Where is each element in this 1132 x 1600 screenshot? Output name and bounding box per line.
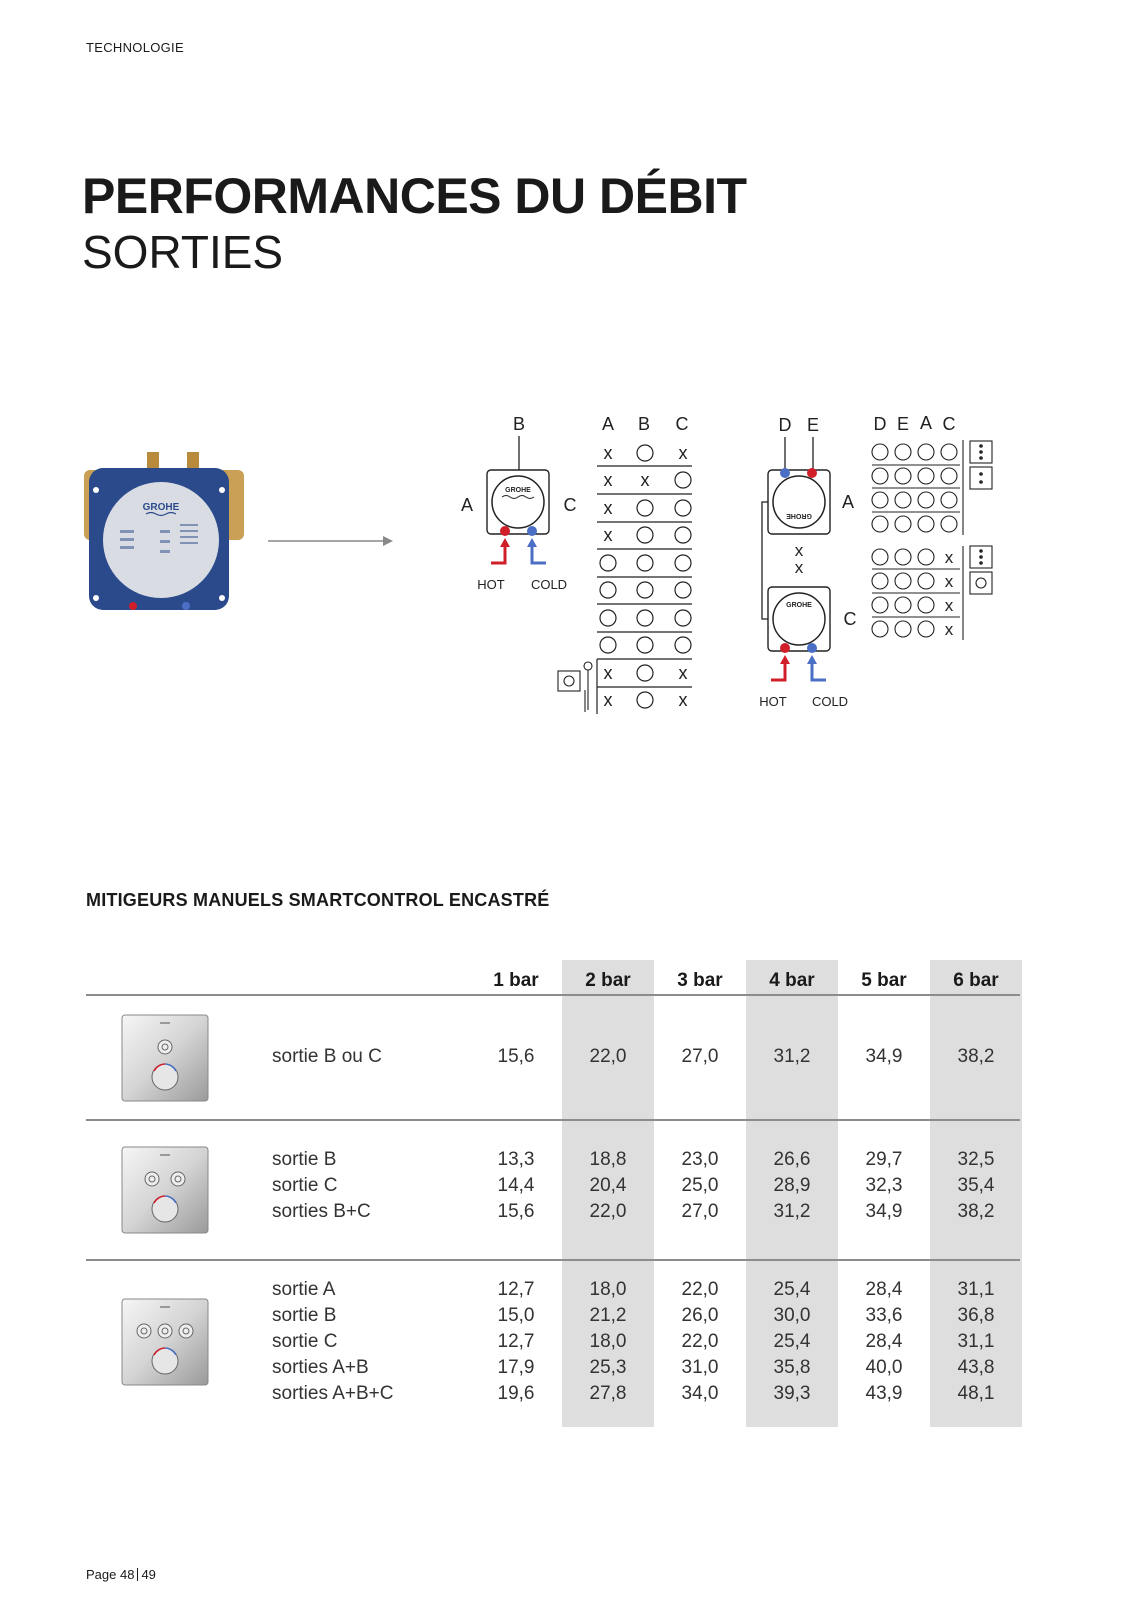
table-column-values: 32,5 35,4 38,2 <box>957 1149 995 1222</box>
svg-text:x: x <box>640 470 650 490</box>
row-label: sorties A+B <box>272 1357 369 1378</box>
table-column-values: 13,3 14,4 15,6 <box>497 1149 535 1222</box>
row-label: sortie A <box>272 1279 336 1300</box>
page-number: Page 48 49 <box>86 1567 156 1582</box>
row-label: sortie C <box>272 1331 338 1352</box>
svg-text:x: x <box>794 558 804 577</box>
outlet-d-label: D <box>778 415 792 435</box>
table-column-values: 31,1 36,8 31,1 43,8 48,1 <box>957 1279 995 1404</box>
table-column-values: 22,0 26,0 22,0 31,0 34,0 <box>681 1279 719 1404</box>
table-group-divider <box>86 1119 1020 1121</box>
hand-shower-icon <box>558 662 592 712</box>
svg-text:x: x <box>944 596 954 615</box>
outlet-a-label-right: A <box>841 492 855 512</box>
column-header-1bar: 1 bar <box>493 970 539 991</box>
table-row-labels <box>272 1277 393 1407</box>
table-cell: 27,0 <box>681 1046 719 1067</box>
svg-text:x: x <box>603 443 613 463</box>
svg-text:B: B <box>637 414 651 434</box>
smartcontrol-2-buttons-image <box>120 1145 210 1235</box>
table-column-values: 12,7 15,0 12,7 17,9 19,6 <box>497 1279 535 1404</box>
row-label: sortie B <box>272 1305 337 1326</box>
svg-text:x: x <box>944 548 954 567</box>
svg-text:E: E <box>896 414 910 434</box>
table-row-labels <box>272 1044 382 1070</box>
row-label: sortie B ou C <box>272 1046 382 1067</box>
cold-label-right: COLD <box>811 694 849 709</box>
table-column-values: 28,4 33,6 28,4 40,0 43,9 <box>865 1279 903 1404</box>
svg-text:x: x <box>678 690 688 710</box>
hot-label-right: HOT <box>759 694 787 709</box>
table-cell: 38,2 <box>957 1046 995 1067</box>
smartcontrol-3-buttons-image <box>120 1297 210 1387</box>
table-group-divider <box>86 1259 1020 1261</box>
outlet-e-label: E <box>806 415 820 435</box>
table-cell: 34,9 <box>865 1046 903 1067</box>
table-header-rule <box>86 994 1020 996</box>
svg-text:x: x <box>678 663 688 683</box>
rapido-smartbox-image <box>84 452 244 610</box>
column-header-4bar: 4 bar <box>769 970 815 991</box>
section-label: TECHNOLOGIE <box>86 40 184 55</box>
row-label: sortie B <box>272 1149 337 1170</box>
column-header-3bar: 3 bar <box>677 970 723 991</box>
column-header-2bar: 2 bar <box>585 970 631 991</box>
left-outlet-grid <box>558 414 692 714</box>
table-cell: 15,6 <box>497 1046 535 1067</box>
row-label: sorties A+B+C <box>272 1383 394 1404</box>
table-column-values: 23,0 25,0 27,0 <box>681 1149 719 1222</box>
smartcontrol-1-button-image <box>120 1013 210 1103</box>
left-valve-schematic <box>461 414 577 592</box>
right-outlet-grid <box>872 413 992 640</box>
page-subtitle: SORTIES <box>82 226 284 278</box>
row-label: sortie C <box>272 1175 338 1196</box>
svg-text:x: x <box>603 663 613 683</box>
outlet-configuration-diagram <box>0 395 1132 725</box>
table-column-values: 25,4 30,0 25,4 35,8 39,3 <box>773 1279 811 1404</box>
svg-text:x: x <box>603 470 613 490</box>
table-column-values: 26,6 28,9 31,2 <box>773 1149 811 1222</box>
column-header-6bar: 6 bar <box>953 970 999 991</box>
table-cell: 22,0 <box>589 1046 627 1067</box>
svg-text:x: x <box>944 572 954 591</box>
row-label: sorties B+C <box>272 1201 371 1222</box>
svg-text:x: x <box>678 443 688 463</box>
svg-text:C: C <box>942 414 956 434</box>
outlet-a-label: A <box>460 495 474 515</box>
column-header-5bar: 5 bar <box>861 970 907 991</box>
cold-label: COLD <box>530 577 568 592</box>
table-cell: 31,2 <box>773 1046 811 1067</box>
outlet-c-label: C <box>563 495 577 515</box>
table-column-values: 18,0 21,2 18,0 25,3 27,8 <box>589 1279 627 1404</box>
svg-text:A: A <box>601 414 615 434</box>
box-brand-logo: GROHE <box>142 502 180 513</box>
outlet-b-label: B <box>512 414 526 434</box>
svg-text:GROHE: GROHE <box>786 512 812 519</box>
svg-text:GROHE: GROHE <box>786 602 812 609</box>
table-column-values: 29,7 32,3 34,9 <box>865 1149 903 1222</box>
hot-label: HOT <box>477 577 505 592</box>
section-title: MITIGEURS MANUELS SMARTCONTROL ENCASTRÉ <box>86 890 550 910</box>
outlet-c-label-right: C <box>843 609 857 629</box>
svg-text:x: x <box>603 525 613 545</box>
table-row-labels <box>272 1147 371 1225</box>
page-title: PERFORMANCES DU DÉBIT <box>82 168 747 224</box>
svg-text:x: x <box>603 498 613 518</box>
svg-text:x: x <box>794 541 804 560</box>
svg-text:GROHE: GROHE <box>505 487 531 494</box>
table-column-values: 18,8 20,4 22,0 <box>589 1149 627 1222</box>
right-valve-schematic <box>759 415 856 709</box>
svg-text:x: x <box>944 620 954 639</box>
svg-text:C: C <box>675 414 689 434</box>
svg-text:D: D <box>873 414 887 434</box>
svg-text:A: A <box>919 413 933 433</box>
svg-text:x: x <box>603 690 613 710</box>
